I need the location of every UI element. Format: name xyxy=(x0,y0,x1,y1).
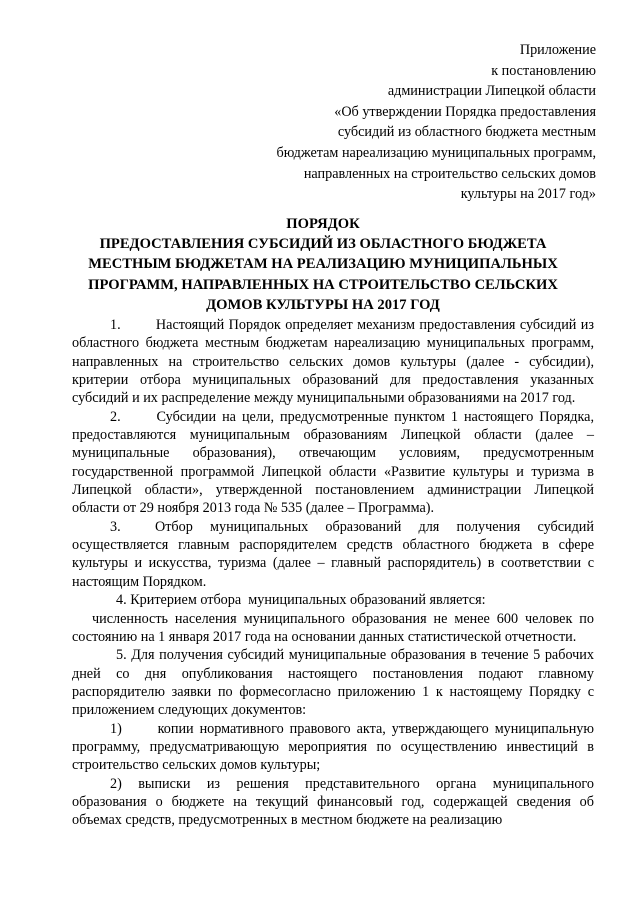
appendix-line: субсидий из областного бюджета местным xyxy=(337,124,596,141)
title-line: МЕСТНЫМ БЮДЖЕТАМ НА РЕАЛИЗАЦИЮ МУНИЦИПАЛЬНЫХ xyxy=(88,256,558,273)
paragraph-5-item-2: 2) выписки из решения представительного органа муниципального образования о бюджете на текущий финансовый год, содержащей сведения об объемах средств, предусмотренных в местном бюджете на реализацию xyxy=(72,775,594,829)
appendix-header xyxy=(196,40,596,205)
paragraph-4: 4. Критерием отбора муниципальных образований является: xyxy=(116,592,486,609)
appendix-line: культуры на 2017 год» xyxy=(460,186,596,203)
paragraph-3: 3. Отбор муниципальных образований для получения субсидий осуществляется главным распорядителем средств областного бюджета в сфере культуры и искусства, туризма (далее – главный распорядитель) в соответствии с настоящим Порядком. xyxy=(72,518,594,590)
appendix-line: «Об утверждении Порядка предоставления xyxy=(334,103,596,120)
title-line: ПРОГРАММ, НАПРАВЛЕННЫХ НА СТРОИТЕЛЬСТВО СЕЛЬСКИХ xyxy=(88,276,558,293)
paragraph-1: 1. Настоящий Порядок определяет механизм предоставления субсидий из областного бюджета местным бюджетам нареализацию муниципальных программ, направленных на строительство сельских домов культуры (далее - субсидии), критерии отбора муниципальных образований для предоставления указанных субсидий и их распределение между муниципальными образованиями на 2017 год. xyxy=(72,317,594,407)
document-title xyxy=(60,214,586,315)
document-body xyxy=(72,316,594,830)
paragraph-5: 5. Для получения субсидий муниципальные образования в течение 5 рабочих дней со дня опубликования настоящего постановления подают главному распорядителю заявки по формесогласно приложению 1 к настоящему Порядку с приложением следующих документов: xyxy=(72,647,594,719)
paragraph-2: 2. Субсидии на цели, предусмотренные пунктом 1 настоящего Порядка, предоставляются муниципальным образованиям Липецкой области (далее – муниципальные образования), отвечающим условиям, предусмотренным государственной программой Липецкой области «Развитие культуры и туризма в Липецкой области», утвержденной постановлением администрации Липецкой области от 29 ноября 2013 года № 535 (далее – Программа). xyxy=(72,408,594,517)
appendix-line: Приложение xyxy=(519,42,596,58)
paragraph-4-criterion: численность населения муниципального образования не менее 600 человек по состоянию на 1 января 2017 года на основании данных статистической отчетности. xyxy=(72,610,594,645)
title-line: ПОРЯДОК xyxy=(286,216,360,232)
appendix-line: бюджетам нареализацию муниципальных программ, xyxy=(276,144,596,161)
appendix-line: администрации Липецкой области xyxy=(387,83,596,100)
paragraph-5-item-1: 1) копии нормативного правового акта, утверждающего муниципальную программу, предусматривающую мероприятия по осуществлению инвестиций в строительство сельских домов культуры; xyxy=(72,720,594,774)
title-line: ДОМОВ КУЛЬТУРЫ НА 2017 ГОД xyxy=(206,296,440,313)
appendix-line: к постановлению xyxy=(491,62,596,79)
appendix-line: направленных на строительство сельских домов xyxy=(303,165,596,182)
title-line: ПРЕДОСТАВЛЕНИЯ СУБСИДИЙ ИЗ ОБЛАСТНОГО БЮДЖЕТА xyxy=(99,236,547,253)
